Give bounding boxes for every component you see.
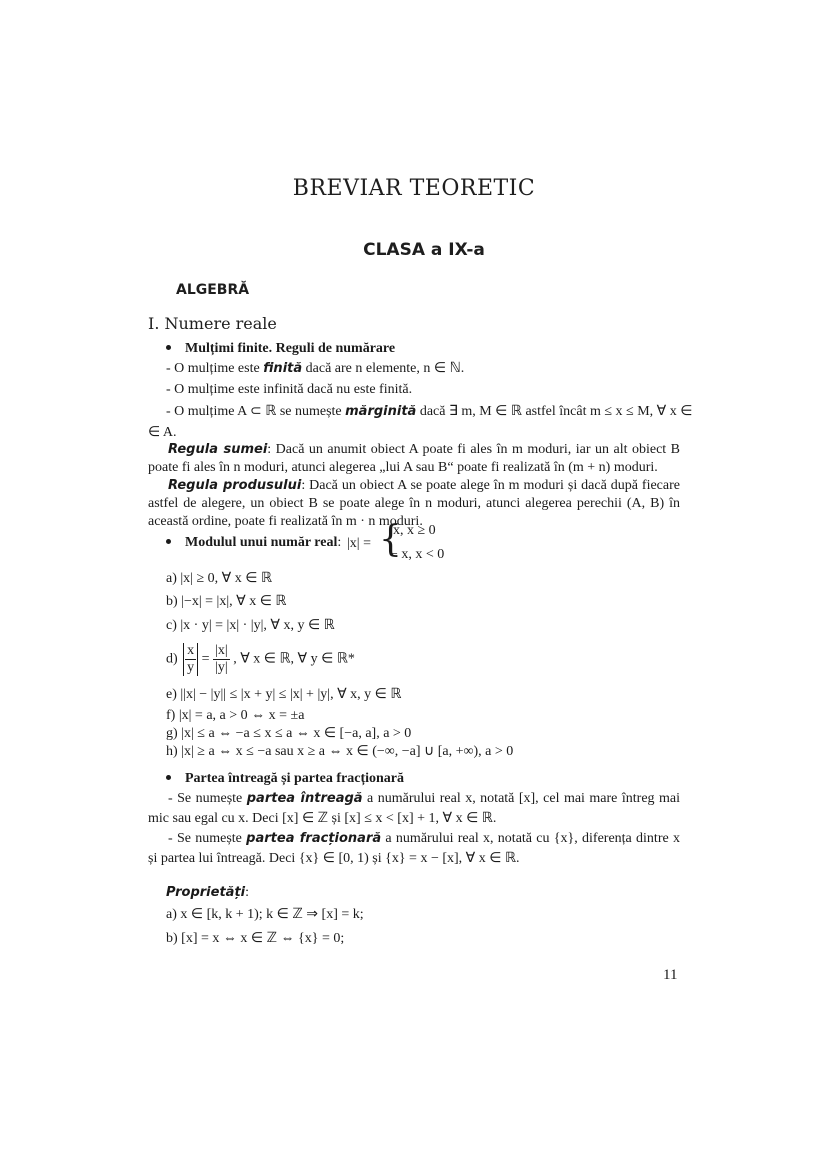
property-c: c) |x · y| = |x| · |y|, ∀ x, y ∈ ℝ	[166, 618, 335, 633]
section-heading: ALGEBRĂ	[176, 282, 250, 298]
text-line: - O mulțime este finită dacă are n elemente, n ∈ ℕ.	[166, 361, 465, 376]
property-f: f) |x| = a, a > 0 ⇔ x = ±a	[166, 708, 305, 723]
modulus-case-1: x, x ≥ 0	[393, 523, 436, 538]
property-g: g) |x| ≤ a ⇔ −a ≤ x ≤ a ⇔ x ∈ [−a, a], a > 0	[166, 726, 412, 741]
property-d: d) $\frac{x}{y}$ = $\frac{|x|}{|y|}$ , ∀ x ∈ ℝ, ∀ y ∈ ℝ*	[166, 643, 355, 675]
paragraph-integer-part: - Se numește partea întreagă a numărului real x, notată [x], cel mai mare întreg mai mic sau egal cu x. Deci [x] ∈ ℤ și [x] ≤ x < [x] + 1, ∀ x ∈ ℝ.	[148, 791, 680, 826]
bullet-icon	[166, 539, 171, 544]
integer-property-a: a) x ∈ [k, k + 1); k ∈ ℤ ⇒ [x] = k;	[166, 907, 364, 922]
bullet-heading-finite-sets: Mulțimi finite. Reguli de numărare	[166, 341, 395, 357]
chapter-heading: I. Numere reale	[148, 314, 277, 333]
page-number: 11	[663, 967, 678, 983]
bullet-heading-modulus: Modulul unui număr real:	[166, 535, 341, 551]
text-line: ∈ A.	[148, 425, 177, 440]
text-line: - O mulțime este infinită dacă nu este finită.	[166, 382, 413, 397]
paragraph-sum-rule: Regula sumei: Dacă un anumit obiect A poate fi ales în m moduri, iar un alt obiect B poate fi ales în n moduri, atunci alegerea „lui A sau B“ poate fi realizată în (m + n) moduri.	[148, 442, 680, 475]
bullet-icon	[166, 775, 171, 780]
property-h: h) |x| ≥ a ⇔ x ≤ −a sau x ≥ a ⇔ x ∈ (−∞, −a] ∪ [a, +∞), a > 0	[166, 744, 514, 759]
property-e: e) ||x| − |y|| ≤ |x + y| ≤ |x| + |y|, ∀ x, y ∈ ℝ	[166, 687, 402, 702]
page-title: BREVIAR TEORETIC	[292, 176, 536, 201]
abs-fraction: $\frac{x}{y}$	[183, 643, 198, 676]
property-b: b) |−x| = |x|, ∀ x ∈ ℝ	[166, 594, 287, 609]
modulus-case-2: − x, x < 0	[390, 547, 445, 562]
property-a: a) |x| ≥ 0, ∀ x ∈ ℝ	[166, 571, 273, 586]
brace-icon: {	[379, 519, 402, 560]
bullet-icon	[166, 345, 171, 350]
bullet-heading-integer-part: Partea întreagă și partea fracționară	[166, 771, 404, 787]
integer-property-b: b) [x] = x ⇔ x ∈ ℤ ⇔ {x} = 0;	[166, 931, 345, 946]
properties-heading: Proprietăți:	[166, 885, 250, 900]
paragraph-product-rule: Regula produsului: Dacă un obiect A se poate alege în m moduri și dacă după fiecare astfel de alegere, un obiect B se poate alege în n moduri, atunci alegerea perechii (A, B) în această ordine, poate fi realizată în m · n moduri.	[148, 478, 680, 529]
modulus-lhs: |x| =	[347, 536, 372, 551]
text-line: - O mulțime A ⊂ ℝ se numește mărginită dacă ∃ m, M ∈ ℝ astfel încât m ≤ x ≤ M, ∀ x ∈	[166, 404, 693, 419]
fraction-of-abs: $\frac{|x|}{|y|}$	[215, 643, 228, 675]
class-heading: CLASA a IX-a	[363, 240, 485, 260]
paragraph-fractional-part: - Se numește partea fracționară a numărului real x, notată cu {x}, diferența dintre x și partea lui întreagă. Deci {x} ∈ [0, 1) și {x} = x − [x], ∀ x ∈ ℝ.	[148, 831, 680, 866]
